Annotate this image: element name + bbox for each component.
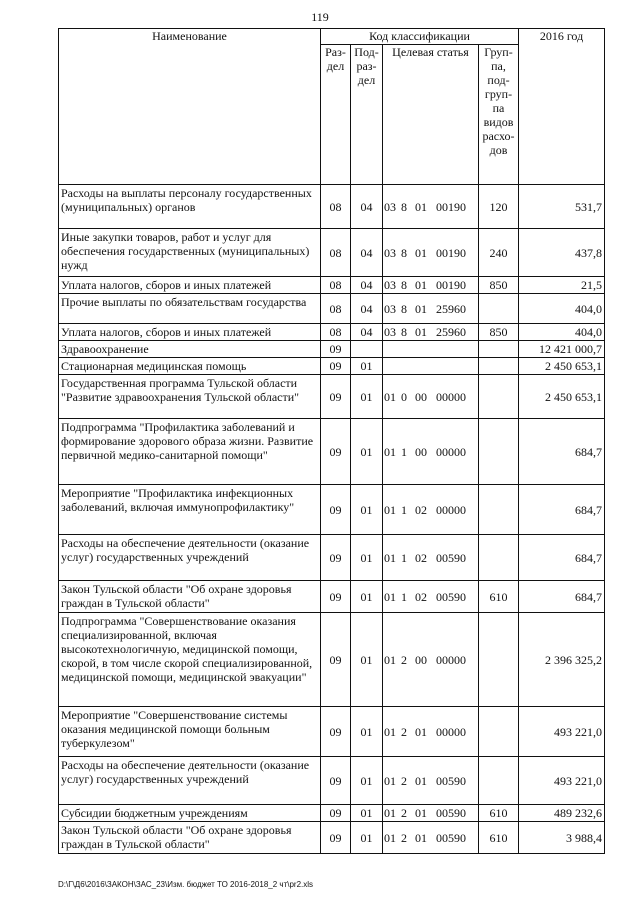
row-amount: 404,0 xyxy=(519,294,605,324)
row-razdel: 08 xyxy=(321,185,351,229)
row-target-t2: 0 xyxy=(401,389,407,404)
table-row xyxy=(59,324,605,341)
row-target-t1: 03 xyxy=(384,199,396,214)
row-name: Мероприятие "Профилактика инфекционных заболеваний, включая иммунопрофилактику" xyxy=(59,485,321,535)
row-target-t1: 03 xyxy=(384,301,396,316)
row-target xyxy=(383,822,479,854)
row-razdel: 09 xyxy=(321,805,351,822)
row-razdel: 08 xyxy=(321,294,351,324)
row-group xyxy=(479,613,519,707)
row-target-t3: 01 xyxy=(415,806,427,820)
row-podrazdel: 04 xyxy=(351,324,383,341)
row-target-t3: 01 xyxy=(415,773,427,788)
row-group: 850 xyxy=(479,277,519,294)
row-group: 240 xyxy=(479,229,519,277)
row-name: Государственная программа Тульской области "Развитие здравоохранения Тульской области" xyxy=(59,375,321,419)
row-podrazdel: 04 xyxy=(351,294,383,324)
row-target-t4: 00000 xyxy=(436,502,466,517)
row-target xyxy=(383,341,479,358)
row-name: Субсидии бюджетным учреждениям xyxy=(59,805,321,822)
row-name: Уплата налогов, сборов и иных платежей xyxy=(59,277,321,294)
table-row xyxy=(59,229,605,277)
row-target-t4: 00590 xyxy=(436,830,466,845)
row-target-t4: 00190 xyxy=(436,199,466,214)
budget-table xyxy=(58,28,605,854)
table-row xyxy=(59,805,605,822)
row-podrazdel: 01 xyxy=(351,707,383,757)
row-target-t1: 01 xyxy=(384,773,396,788)
header-razdel: Раз- дел xyxy=(321,45,351,185)
header-year: 2016 год xyxy=(519,29,605,185)
row-amount: 12 421 000,7 xyxy=(519,341,605,358)
row-name: Подпрограмма "Совершенствование оказания специализированной, включая высокотехнологичную, медицинской помощи, скорой, в том числе скорой специализированной, медицинской помощи, медицинской эвакуации" xyxy=(59,613,321,707)
row-target-t2: 2 xyxy=(401,652,407,667)
row-target-t4: 00190 xyxy=(436,278,466,292)
header-podrazdel: Под- раз- дел xyxy=(351,45,383,185)
row-target-t2: 2 xyxy=(401,830,407,845)
row-target-t4: 25960 xyxy=(436,325,466,339)
row-target-t3: 01 xyxy=(415,278,427,292)
row-amount: 2 396 325,2 xyxy=(519,613,605,707)
row-name: Подпрограмма "Профилактика заболеваний и формирование здорового образа жизни. Развитие первичной медико-санитарной помощи" xyxy=(59,419,321,485)
table-row xyxy=(59,535,605,581)
page-number: 119 xyxy=(311,10,329,24)
row-target-t2: 2 xyxy=(401,773,407,788)
row-target-t3: 01 xyxy=(415,301,427,316)
header-target: Целевая статья xyxy=(383,45,479,185)
row-target-t3: 02 xyxy=(415,550,427,565)
row-target-t4: 00190 xyxy=(436,245,466,260)
row-target-t4: 25960 xyxy=(436,301,466,316)
row-podrazdel: 01 xyxy=(351,485,383,535)
row-group xyxy=(479,757,519,805)
row-amount: 684,7 xyxy=(519,485,605,535)
row-name: Здравоохранение xyxy=(59,341,321,358)
table-row xyxy=(59,419,605,485)
table-row xyxy=(59,277,605,294)
table-row xyxy=(59,358,605,375)
row-group xyxy=(479,707,519,757)
row-podrazdel: 01 xyxy=(351,375,383,419)
row-target-t3: 01 xyxy=(415,724,427,739)
table-row xyxy=(59,185,605,229)
row-razdel: 09 xyxy=(321,358,351,375)
row-group: 610 xyxy=(479,581,519,613)
row-target-t2: 1 xyxy=(401,502,407,517)
row-razdel: 08 xyxy=(321,277,351,294)
row-target-t4: 00000 xyxy=(436,724,466,739)
row-group: 610 xyxy=(479,822,519,854)
row-target-t3: 01 xyxy=(415,325,427,339)
row-name: Прочие выплаты по обязательствам государства xyxy=(59,294,321,324)
row-target xyxy=(383,229,479,277)
row-amount: 3 988,4 xyxy=(519,822,605,854)
row-razdel: 08 xyxy=(321,324,351,341)
row-target-t1: 01 xyxy=(384,550,396,565)
row-target-t4: 00000 xyxy=(436,444,466,459)
row-podrazdel: 01 xyxy=(351,581,383,613)
row-group xyxy=(479,535,519,581)
row-target-t1: 01 xyxy=(384,444,396,459)
row-group xyxy=(479,485,519,535)
row-name: Расходы на выплаты персоналу государственных (муниципальных) органов xyxy=(59,185,321,229)
table-row xyxy=(59,375,605,419)
row-name: Мероприятие "Совершенствование системы оказания медицинской помощи больным туберкулезом" xyxy=(59,707,321,757)
row-target xyxy=(383,707,479,757)
row-group: 850 xyxy=(479,324,519,341)
row-name: Расходы на обеспечение деятельности (оказание услуг) государственных учреждений xyxy=(59,535,321,581)
row-target-t2: 8 xyxy=(401,278,407,292)
row-podrazdel: 01 xyxy=(351,419,383,485)
row-podrazdel: 01 xyxy=(351,613,383,707)
row-target-t2: 8 xyxy=(401,325,407,339)
row-podrazdel: 04 xyxy=(351,277,383,294)
row-target-t4: 00000 xyxy=(436,652,466,667)
row-name: Расходы на обеспечение деятельности (оказание услуг) государственных учреждений xyxy=(59,757,321,805)
row-group xyxy=(479,419,519,485)
row-target-t4: 00000 xyxy=(436,389,466,404)
row-target xyxy=(383,613,479,707)
table-row xyxy=(59,485,605,535)
row-target-t4: 00590 xyxy=(436,773,466,788)
row-target-t1: 01 xyxy=(384,830,396,845)
row-name: Иные закупки товаров, работ и услуг для обеспечения государственных (муниципальных) нужд xyxy=(59,229,321,277)
row-target-t3: 02 xyxy=(415,502,427,517)
row-amount: 404,0 xyxy=(519,324,605,341)
row-group xyxy=(479,375,519,419)
row-target-t4: 00590 xyxy=(436,806,466,820)
row-target xyxy=(383,185,479,229)
row-amount: 531,7 xyxy=(519,185,605,229)
row-target-t2: 8 xyxy=(401,245,407,260)
row-target xyxy=(383,535,479,581)
row-podrazdel: 01 xyxy=(351,535,383,581)
row-razdel: 09 xyxy=(321,375,351,419)
row-target-t1: 01 xyxy=(384,724,396,739)
row-target xyxy=(383,277,479,294)
header-name: Наименование xyxy=(59,29,321,185)
row-podrazdel: 01 xyxy=(351,805,383,822)
row-amount: 437,8 xyxy=(519,229,605,277)
row-target-t3: 02 xyxy=(415,589,427,604)
table-row xyxy=(59,757,605,805)
row-amount: 493 221,0 xyxy=(519,757,605,805)
row-podrazdel: 01 xyxy=(351,358,383,375)
row-razdel: 09 xyxy=(321,581,351,613)
file-path-footer: D:\Г\Д6\2016\ЗАКОН\ЗАС_23\Изм. бюджет ТО 2016-2018_2 чт\pr2.xls xyxy=(58,880,314,889)
row-target xyxy=(383,375,479,419)
row-group xyxy=(479,341,519,358)
row-target xyxy=(383,485,479,535)
row-target xyxy=(383,805,479,822)
row-razdel: 09 xyxy=(321,707,351,757)
row-name: Закон Тульской области "Об охране здоровья граждан в Тульской области" xyxy=(59,581,321,613)
row-razdel: 09 xyxy=(321,613,351,707)
row-razdel: 09 xyxy=(321,485,351,535)
row-target-t1: 01 xyxy=(384,806,396,820)
row-podrazdel xyxy=(351,341,383,358)
row-target-t1: 03 xyxy=(384,325,396,339)
row-amount: 2 450 653,1 xyxy=(519,375,605,419)
row-target-t4: 00590 xyxy=(436,589,466,604)
table-row xyxy=(59,581,605,613)
table-row xyxy=(59,341,605,358)
row-target-t2: 2 xyxy=(401,806,407,820)
table-row xyxy=(59,822,605,854)
row-target-t2: 1 xyxy=(401,589,407,604)
row-target-t1: 03 xyxy=(384,245,396,260)
row-name: Стационарная медицинская помощь xyxy=(59,358,321,375)
table-row xyxy=(59,613,605,707)
row-target-t3: 00 xyxy=(415,652,427,667)
header-group: Груп- па, под- груп- па видов расхо- дов xyxy=(479,45,519,185)
row-target-t2: 1 xyxy=(401,444,407,459)
row-amount: 489 232,6 xyxy=(519,805,605,822)
row-razdel: 09 xyxy=(321,419,351,485)
row-amount: 684,7 xyxy=(519,419,605,485)
row-razdel: 09 xyxy=(321,341,351,358)
row-podrazdel: 01 xyxy=(351,757,383,805)
row-target-t1: 01 xyxy=(384,589,396,604)
row-razdel: 09 xyxy=(321,822,351,854)
row-target-t1: 01 xyxy=(384,502,396,517)
row-podrazdel: 04 xyxy=(351,185,383,229)
row-podrazdel: 04 xyxy=(351,229,383,277)
row-amount: 21,5 xyxy=(519,277,605,294)
row-target xyxy=(383,581,479,613)
row-group: 120 xyxy=(479,185,519,229)
row-name: Закон Тульской области "Об охране здоровья граждан в Тульской области" xyxy=(59,822,321,854)
row-razdel: 09 xyxy=(321,535,351,581)
row-amount: 684,7 xyxy=(519,581,605,613)
row-name: Уплата налогов, сборов и иных платежей xyxy=(59,324,321,341)
row-razdel: 08 xyxy=(321,229,351,277)
row-razdel: 09 xyxy=(321,757,351,805)
row-amount: 493 221,0 xyxy=(519,707,605,757)
row-podrazdel: 01 xyxy=(351,822,383,854)
table-row xyxy=(59,707,605,757)
row-target-t1: 01 xyxy=(384,389,396,404)
row-target-t3: 01 xyxy=(415,830,427,845)
row-amount: 684,7 xyxy=(519,535,605,581)
row-target xyxy=(383,757,479,805)
row-target xyxy=(383,358,479,375)
row-target-t3: 01 xyxy=(415,245,427,260)
row-target-t1: 01 xyxy=(384,652,396,667)
row-target-t2: 1 xyxy=(401,550,407,565)
row-target-t3: 00 xyxy=(415,389,427,404)
row-target xyxy=(383,294,479,324)
row-target-t3: 01 xyxy=(415,199,427,214)
row-target-t4: 00590 xyxy=(436,550,466,565)
table-row xyxy=(59,294,605,324)
table-body xyxy=(59,185,605,854)
row-group: 610 xyxy=(479,805,519,822)
header-code: Код классификации xyxy=(321,29,519,45)
row-target-t3: 00 xyxy=(415,444,427,459)
row-group xyxy=(479,294,519,324)
row-target-t2: 8 xyxy=(401,199,407,214)
row-group xyxy=(479,358,519,375)
row-amount: 2 450 653,1 xyxy=(519,358,605,375)
row-target-t2: 8 xyxy=(401,301,407,316)
row-target xyxy=(383,324,479,341)
row-target-t1: 03 xyxy=(384,278,396,292)
row-target-t2: 2 xyxy=(401,724,407,739)
row-target xyxy=(383,419,479,485)
